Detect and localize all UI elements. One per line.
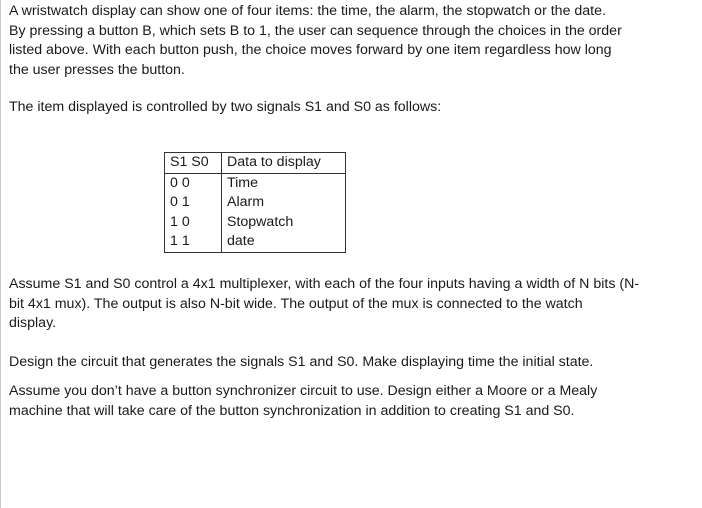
intro-paragraph — [9, 2, 622, 80]
control-sentence: The item displayed is controlled by two signals S1 and S0 as follows: — [9, 99, 442, 115]
intro-line: A wristwatch display can show one of four items: the time, the alarm, the stopwatch or the date. — [9, 3, 606, 19]
mux-paragraph — [9, 275, 639, 334]
display-item-cell: date — [227, 233, 255, 249]
mux-line: display. — [9, 315, 57, 331]
signal-code-cell: 0 1 — [165, 193, 222, 213]
sync-paragraph — [9, 382, 597, 421]
sync-line: Assume you don’t have a button synchronizer circuit to use. Design either a Moore or a Mealy — [9, 383, 598, 399]
signal-code-cell: 1 1 — [165, 232, 222, 252]
table-row — [165, 232, 346, 252]
display-item-cell: Time — [227, 174, 259, 191]
signal-code-cell: 0 0 — [165, 173, 222, 193]
sync-line: machine that will take care of the button synchronization in addition to creating S1 and S0. — [9, 402, 575, 419]
page-left-border — [0, 0, 1, 508]
display-item-cell: Alarm — [227, 194, 265, 210]
mux-line: Assume S1 and S0 control a 4x1 multiplexer, with each of the four inputs having a width of N bits (N- — [9, 276, 640, 292]
header-s1-s0: S1 S0 — [165, 153, 222, 174]
signal-code-cell: 1 0 — [165, 213, 222, 233]
table-row — [165, 173, 346, 193]
table-header-row — [165, 153, 346, 174]
intro-line: listed above. With each button push, the choice moves forward by one item regardless how long — [9, 42, 612, 58]
table-row — [165, 213, 346, 233]
intro-line: By pressing a button B, which sets B to 1, the user can sequence through the choices in the order — [9, 22, 622, 39]
intro-line: the user presses the button. — [9, 61, 185, 78]
signal-table — [164, 152, 346, 253]
header-data-to-display: Data to display — [222, 153, 346, 174]
display-item-cell: Stopwatch — [227, 213, 294, 230]
design-instruction: Design the circuit that generates the signals S1 and S0. Make displaying time the initial state. — [9, 354, 594, 370]
mux-line: bit 4x1 mux). The output is also N-bit wide. The output of the mux is connected to the watch — [9, 295, 583, 312]
table-row — [165, 193, 346, 213]
